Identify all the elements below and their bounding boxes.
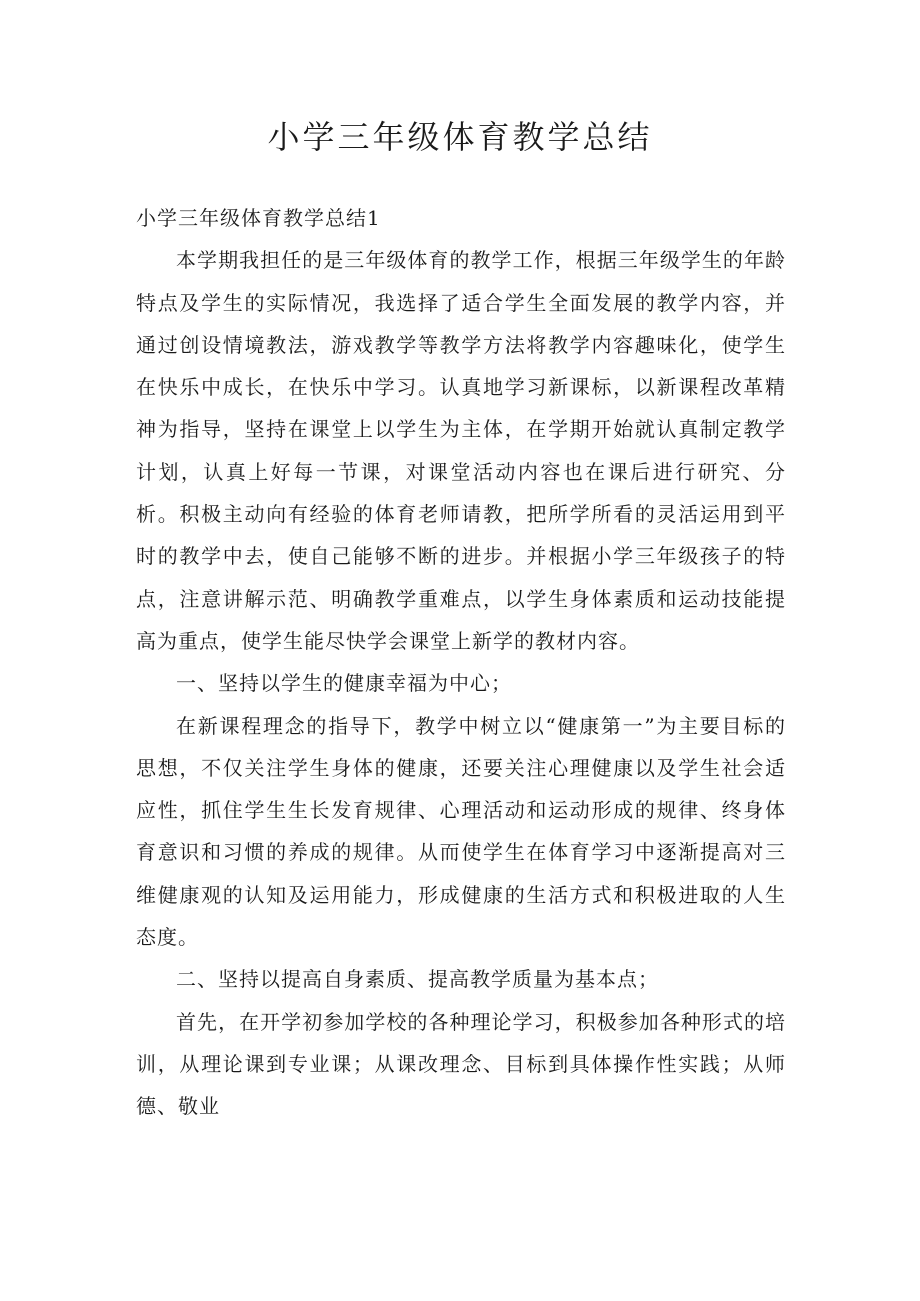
paragraph-point-two: 首先，在开学初参加学校的各种理论学习，积极参加各种形式的培训，从理论课到专业课；从课改理念、目标到具体操作性实践；从师德、敬业 bbox=[136, 1009, 786, 1119]
document-body bbox=[136, 197, 786, 1128]
section-title: 小学三年级体育教学总结1 bbox=[136, 206, 381, 230]
heading-point-one: 一、坚持以学生的健康幸福为中心； bbox=[176, 671, 512, 696]
paragraph-point-one: 在新课程理念的指导下，教学中树立以“健康第一”为主要目标的思想，不仅关注学生身体的健康，还要关注心理健康以及学生社会适应性，抓住学生生长发育规律、心理活动和运动形成的规律、终身体育意识和习惯的养成的规律。从而使学生在体育学习中逐渐提高对三维健康观的认知及运用能力，形成健康的生活方式和积极进取的人生态度。 bbox=[136, 713, 786, 950]
heading-point-two: 二、坚持以提高自身素质、提高教学质量为基本点； bbox=[176, 967, 659, 992]
document-title: 小学三年级体育教学总结 bbox=[267, 118, 653, 156]
paragraph-intro: 本学期我担任的是三年级体育的教学工作，根据三年级学生的年龄特点及学生的实际情况，我选择了适合学生全面发展的教学内容，并通过创设情境教法，游戏教学等教学方法将教学内容趣味化，使学生在快乐中成长，在快乐中学习。认真地学习新课标，以新课程改革精神为指导，坚持在课堂上以学生为主体，在学期开始就认真制定教学计划，认真上好每一节课，对课堂活动内容也在课后进行研究、分析。积极主动向有经验的体育老师请教，把所学所看的灵活运用到平时的教学中去，使自己能够不断的进步。并根据小学三年级孩子的特点，注意讲解示范、明确教学重难点，以学生身体素质和运动技能提高为重点，使学生能尽快学会课堂上新学的教材内容。 bbox=[136, 248, 786, 653]
